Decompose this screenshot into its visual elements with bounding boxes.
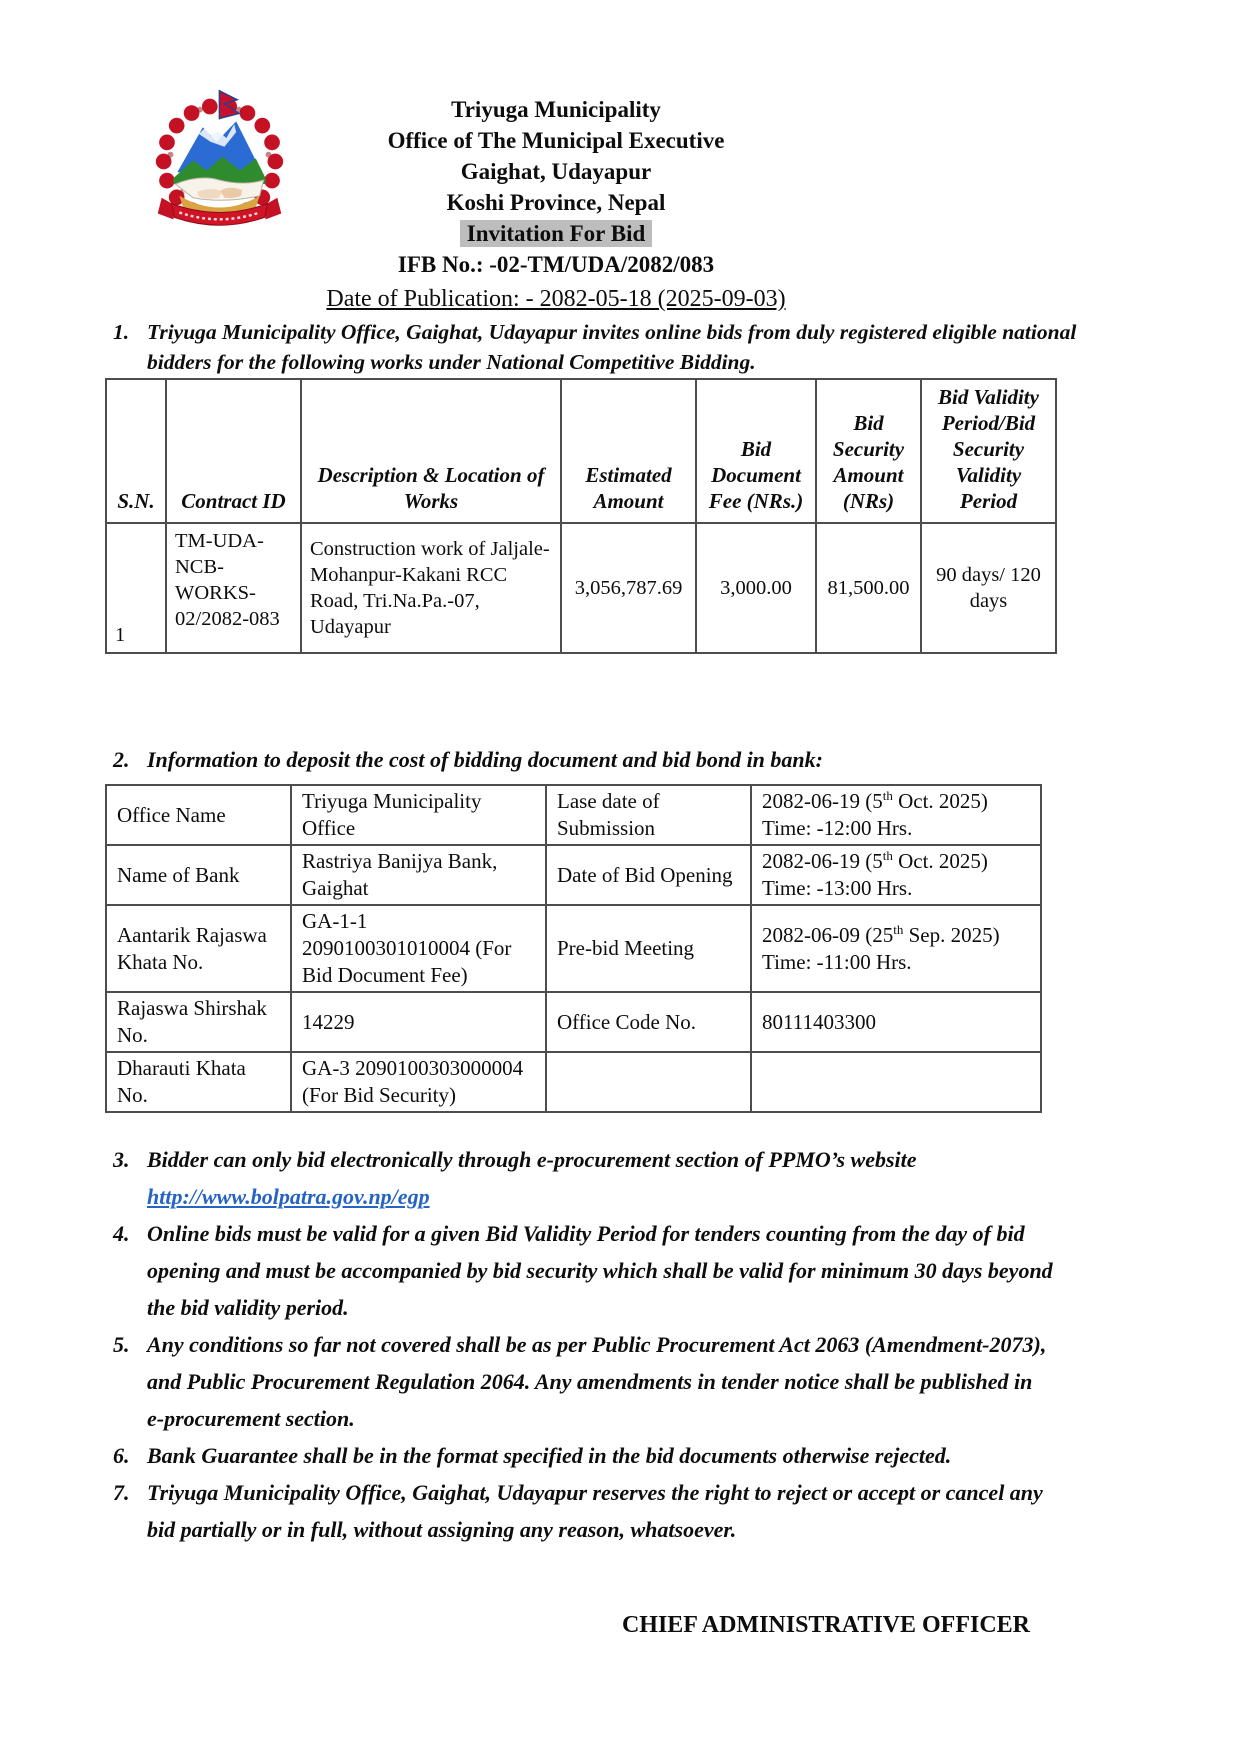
- cell-contract-id: TM-UDA-NCB-WORKS-02/2082-083: [166, 523, 301, 653]
- cell-value: Rastriya Banijya Bank, Gaighat: [291, 845, 546, 905]
- cell-sn: 1: [106, 523, 166, 653]
- time-value: Time: -11:00 Hrs.: [762, 949, 912, 974]
- invitation-title-line: [0, 218, 1112, 249]
- invitation-title: Invitation For Bid: [460, 220, 653, 247]
- cell-label: Lase date of Submission: [546, 785, 751, 845]
- table-row: [106, 845, 1041, 905]
- cell-datetime: 2082-06-19 (5th Oct. 2025) Time: -12:00 Hrs.: [751, 785, 1041, 845]
- municipality-name: Triyuga Municipality: [451, 97, 661, 122]
- table-row: [106, 905, 1041, 992]
- item-number: 4.: [113, 1221, 130, 1246]
- cell-value: GA-3 2090100303000004 (For Bid Security): [291, 1052, 546, 1112]
- col-header-sn: S.N.: [106, 379, 166, 523]
- cell-label: Pre-bid Meeting: [546, 905, 751, 992]
- cell-label: Dharauti Khata No.: [106, 1052, 291, 1112]
- time-value: Time: -12:00 Hrs.: [762, 816, 913, 840]
- bank-info-table: [105, 784, 1042, 1113]
- item-number: 3.: [113, 1147, 130, 1172]
- cell-bid-security-amount: 81,500.00: [816, 523, 921, 653]
- cell-label: Date of Bid Opening: [546, 845, 751, 905]
- cell-label: Name of Bank: [106, 845, 291, 905]
- item-number: 7.: [113, 1480, 130, 1505]
- table-row: [106, 1052, 1041, 1112]
- table-row: [106, 992, 1041, 1052]
- col-header-contract-id: Contract ID: [166, 379, 301, 523]
- item-number: 5.: [113, 1332, 130, 1357]
- term-text: Any conditions so far not covered shall be as per Public Procurement Act 2063 (Amendment-2073), and Public Procurement Regulation 2064. Any amendments in tender notice shall be published in e-procurement section.: [147, 1332, 1047, 1431]
- cell-label: Aantarik Rajaswa Khata No.: [106, 905, 291, 992]
- term-item-4: [113, 1215, 1053, 1326]
- cell-bid-validity: 90 days/ 120 days: [921, 523, 1056, 653]
- works-header-row: [106, 379, 1056, 523]
- cell-label: Rajaswa Shirshak No.: [106, 992, 291, 1052]
- cell-datetime: 2082-06-09 (25th Sep. 2025) Time: -11:00 Hrs.: [751, 905, 1041, 992]
- signature-line: CHIEF ADMINISTRATIVE OFFICER: [621, 1612, 1030, 1638]
- cell-label: Office Name: [106, 785, 291, 845]
- ifb-number: IFB No.: -02-TM/UDA/2082/083: [397, 252, 715, 277]
- works-data-row: [106, 523, 1056, 653]
- cell-value: [751, 1052, 1041, 1112]
- time-value: Time: -13:00 Hrs.: [762, 876, 913, 900]
- office-name: Office of The Municipal Executive: [387, 128, 725, 153]
- col-header-estimated-amount: Estimated Amount: [561, 379, 696, 523]
- intro-paragraph: [113, 317, 1085, 377]
- cell-description: Construction work of Jaljale-Mohanpur-Kakani RCC Road, Tri.Na.Pa.-07, Udayapur: [301, 523, 561, 653]
- cell-value: 80111403300: [751, 992, 1041, 1052]
- term-text: Bank Guarantee shall be in the format specified in the bid documents otherwise rejected.: [147, 1443, 952, 1468]
- intro-text: Triyuga Municipality Office, Gaighat, Udayapur invites online bids from duly registered eligible national bidders for the following works under National Competitive Bidding.: [147, 320, 1077, 374]
- section2-heading: [113, 745, 1085, 775]
- col-header-bid-document-fee: Bid Document Fee (NRs.): [696, 379, 816, 523]
- province-line: Koshi Province, Nepal: [446, 190, 666, 215]
- cell-value: 14229: [291, 992, 546, 1052]
- term-item-7: [113, 1474, 1053, 1548]
- cell-label: [546, 1052, 751, 1112]
- term-item-5: [113, 1326, 1053, 1437]
- cell-bid-document-fee: 3,000.00: [696, 523, 816, 653]
- cell-value: GA-1-1 2090100301010004 (For Bid Document Fee): [291, 905, 546, 992]
- item-number: 6.: [113, 1443, 130, 1468]
- works-table: [105, 378, 1057, 654]
- table-row: [106, 785, 1041, 845]
- cell-value: Triyuga Municipality Office: [291, 785, 546, 845]
- section2-heading-text: Information to deposit the cost of bidding document and bid bond in bank:: [147, 747, 823, 772]
- cell-estimated-amount: 3,056,787.69: [561, 523, 696, 653]
- term-text: Triyuga Municipality Office, Gaighat, Udayapur reserves the right to reject or accept or cancel any bid partially or in full, without assigning any reason, whatsoever.: [147, 1480, 1043, 1542]
- term-item-6: [113, 1437, 1053, 1474]
- cell-datetime: 2082-06-19 (5th Oct. 2025) Time: -13:00 Hrs.: [751, 845, 1041, 905]
- col-header-description: Description & Location of Works: [301, 379, 561, 523]
- term-item-3: [113, 1141, 1053, 1215]
- publication-date: Date of Publication: - 2082-05-18 (2025-09-03): [326, 286, 786, 312]
- bolpatra-egp-link[interactable]: http://www.bolpatra.gov.np/egp: [147, 1184, 430, 1209]
- col-header-bid-security-amount: Bid Security Amount (NRs): [816, 379, 921, 523]
- item-number: 1.: [113, 320, 130, 344]
- col-header-bid-validity: Bid Validity Period/Bid Security Validity Period: [921, 379, 1056, 523]
- document-header: [0, 94, 1112, 317]
- term-text: Online bids must be valid for a given Bid Validity Period for tenders counting from the day of bid opening and must be accompanied by bid security which shall be valid for minimum 30 days beyond the bid validity period.: [147, 1221, 1053, 1320]
- terms-list: [113, 1141, 1053, 1548]
- address-line: Gaighat, Udayapur: [460, 159, 652, 184]
- item-number: 2.: [113, 747, 130, 772]
- term-text: Bidder can only bid electronically through e-procurement section of PPMO’s website: [147, 1147, 917, 1172]
- cell-label: Office Code No.: [546, 992, 751, 1052]
